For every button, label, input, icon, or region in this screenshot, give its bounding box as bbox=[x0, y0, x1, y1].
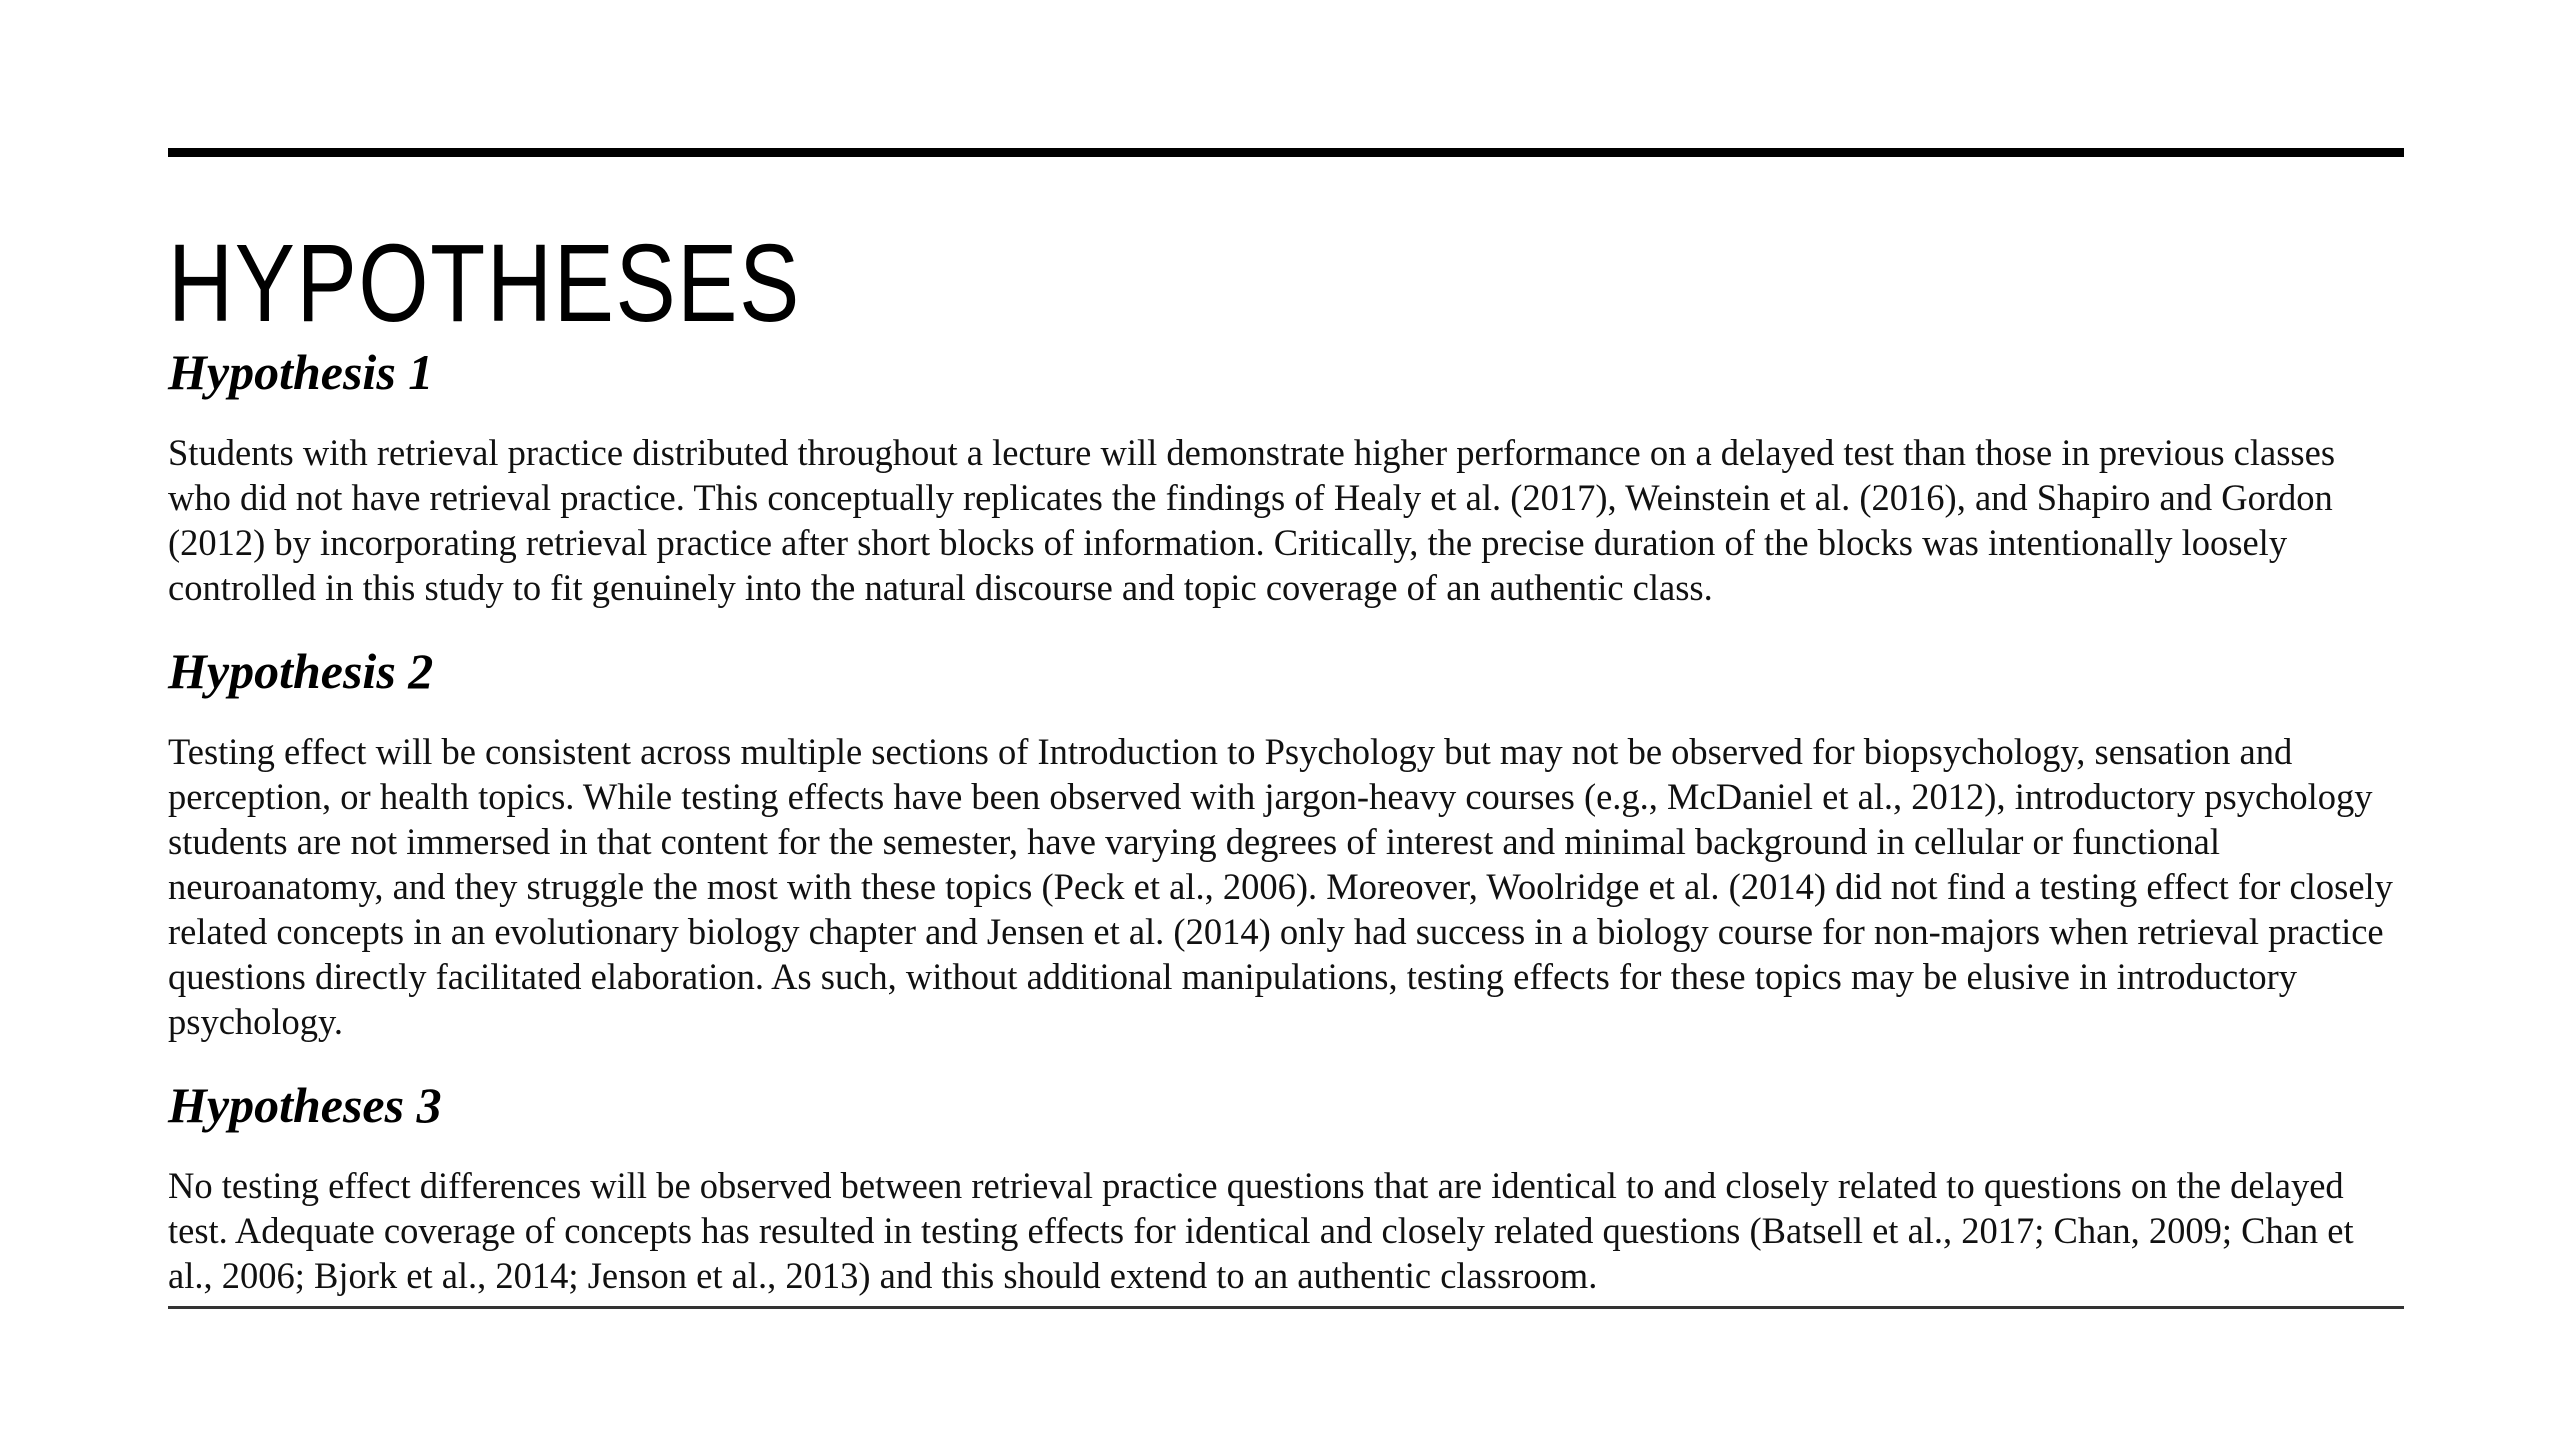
hypothesis-1-section bbox=[168, 345, 2404, 610]
hypothesis-3-section bbox=[168, 1078, 2404, 1298]
bottom-rule bbox=[168, 1306, 2404, 1309]
page-title: HYPOTHESES bbox=[168, 222, 801, 345]
hypothesis-2-section bbox=[168, 644, 2404, 1044]
hypothesis-3-heading: Hypotheses 3 bbox=[168, 1077, 442, 1133]
hypothesis-1-heading: Hypothesis 1 bbox=[168, 344, 434, 400]
hypothesis-2-heading: Hypothesis 2 bbox=[168, 643, 434, 699]
hypothesis-1-text: Students with retrieval practice distributed throughout a lecture will demonstrate higher performance on a delayed test than those in previous classes who did not have retrieval practice. This conceptually replicates the findings of Healy et al. (2017), Weinstein et al. (2016), and Shapiro and Gordon (2012) by incorporating retrieval practice after short blocks of information. Critically, the precise duration of the blocks was intentionally loosely controlled in this study to fit genuinely into the natural discourse and topic coverage of an authentic class. bbox=[168, 432, 2336, 608]
hypothesis-2-text: Testing effect will be consistent across multiple sections of Introduction to Psychology but may not be observed for biopsychology, sensation and perception, or health topics. While testing effects have been observed with jargon-heavy courses (e.g., McDaniel et al., 2012), introductory psychology students are not immersed in that content for the semester, have varying degrees of interest and minimal background in cellular or functional neuroanatomy, and they struggle the most with these topics (Peck et al., 2006). Moreover, Woolridge et al. (2014) did not find a testing effect for closely related concepts in an evolutionary biology chapter and Jensen et al. (2014) only had success in a biology course for non-majors when retrieval practice questions directly facilitated elaboration. As such, without additional manipulations, testing effects for these topics may be elusive in introductory psychology. bbox=[168, 731, 2393, 1042]
hypothesis-3-text: No testing effect differences will be observed between retrieval practice questions that are identical to and closely related to questions on the delayed test. Adequate coverage of concepts has resulted in testing effects for identical and closely related questions (Batsell et al., 2017; Chan, 2009; Chan et al., 2006; Bjork et al., 2014; Jenson et al., 2013) and this should extend to an authentic classroom. bbox=[168, 1165, 2354, 1296]
top-rule bbox=[168, 148, 2404, 157]
slide bbox=[168, 148, 2404, 1309]
